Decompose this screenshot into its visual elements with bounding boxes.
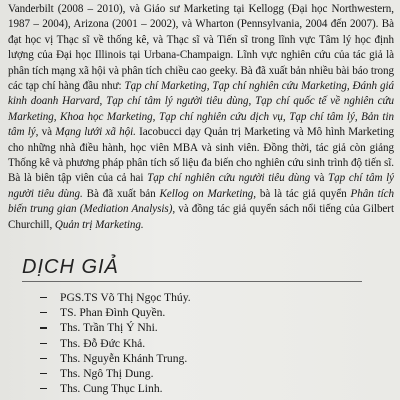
translator-list (40, 290, 191, 396)
translator-name: Ths. Ngô Thị Dung. (60, 366, 154, 380)
bio-book-kellogg: Kellog on Marketing, (159, 187, 256, 200)
bio-journal-consumer-research: Tạp chí nghiên cứu người tiêu dùng (147, 172, 311, 185)
bio-text-6: bà là tác giả quyển (255, 187, 351, 200)
bio-book-marketing-management: Quản trị Marketing. (54, 218, 144, 231)
dash-bullet (40, 297, 47, 298)
translator-name: Ths. Trần Thị Ý Nhi. (60, 321, 158, 335)
section-heading-translators: DỊCH GIẢ (22, 256, 119, 278)
bio-text-2: và (38, 126, 56, 139)
translator-name: Ths. Nguyễn Khánh Trung. (60, 351, 188, 365)
author-bio-paragraph (8, 2, 394, 233)
translator-name: Ths. Đỗ Đức Khả. (60, 336, 146, 350)
bio-journal-consumer-psychology: Tạp chí tâm lý người tiêu dùng. (8, 172, 394, 200)
translator-name: TS. Phan Đình Quyền. (60, 306, 166, 320)
bio-text-4: và (310, 172, 329, 185)
translator-item (40, 290, 191, 305)
bio-journal-social-networks: Mạng lưới xã hội. (55, 126, 136, 139)
translator-item (40, 366, 191, 381)
dash-bullet (40, 388, 47, 389)
bio-text-1: Vanderbilt (2008 – 2010), và Giáo sư Marketing tại Kellogg (Đại học Northwestern, 1987 – 2004), Arizona (2001 – 2002), và Wharton (Pennsylvania, 2004 đến 2007). Bà đạt học vị Thạc sĩ về thống kê, và Thạc sĩ và Tiến sĩ trong lĩnh vực Tâm lý học định lượng của Đại học Illinois tại Urbana-Champaign. Lĩnh vực nghiên cứu của tác giả là phân tích mạng xã hội và phân tích chiều cao geeky. Bà đã xuất bản nhiều bài báo trong các tạp chí hàng đầu như: (8, 3, 394, 93)
dash-bullet (40, 327, 47, 328)
dash-bullet (40, 358, 47, 359)
bio-text-7: và đồng tác giả quyển sách nổi tiếng của Gilbert Churchill, (8, 203, 394, 231)
dash-bullet (40, 373, 47, 374)
bio-text-5: Bà đã xuất bản (82, 187, 160, 200)
translator-item (40, 351, 191, 366)
translator-item (40, 320, 191, 335)
heading-underline (22, 281, 362, 282)
dash-bullet (40, 343, 47, 344)
bio-book-mediation: Phân tích biến trung gian (Mediation Analysis), (8, 187, 394, 216)
bio-journals-list: Tạp chí Marketing, Tạp chí nghiên cứu Marketing, Đánh giá kinh doanh Harvard, Tạp chí tâm lý người tiêu dùng, Tạp chí quốc tế về nghiên cứu Marketing, Khoa học Marketing, Tạp chí nghiên cứu dịch vụ, Tạp chí tâm lý, Bản tin tâm lý, (8, 80, 394, 139)
translator-item (40, 336, 191, 351)
translator-name: PGS.TS Võ Thị Ngọc Thúy. (60, 291, 191, 304)
bio-text-3: Iacobucci dạy Quản trị Marketing và Mô hình Marketing cho những nhà điều hành, học viên MBA và sinh viên. Đồng thời, tác giả còn giảng Thống kê và phương pháp phân tích số liệu đa biến cho nghiên cứu sinh trình độ tiến sĩ. Bà là biên tập viên của cả hai (8, 126, 394, 185)
translator-name: Ths. Cung Thục Linh. (60, 382, 163, 396)
translator-item (40, 305, 191, 320)
dash-bullet (40, 312, 47, 313)
translator-item (40, 381, 191, 396)
